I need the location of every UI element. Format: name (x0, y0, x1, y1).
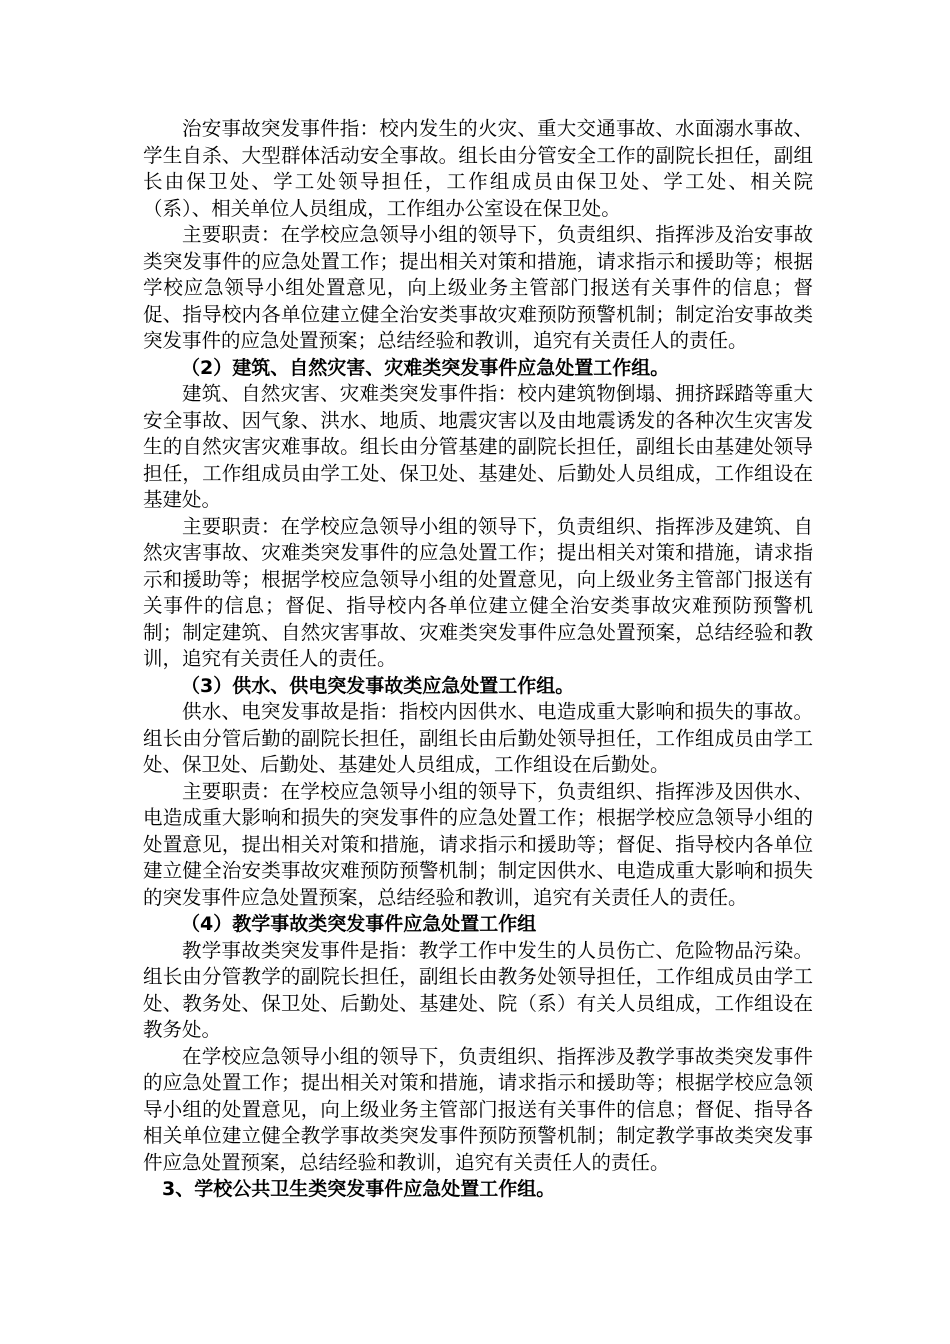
paragraph-teaching-incident-definition: 教学事故类突发事件是指：教学工作中发生的人员伤亡、危险物品污染。组长由分管教学的副院长担任，副组长由教务处领导担任，工作组成员由学工处、教务处、保卫处、后勤处、基建处、院（系）有关人员组成，工作组设在教务处。 (143, 938, 813, 1041)
paragraph-security-incident-definition: 治安事故突发事件指：校内发生的火灾、重大交通事故、水面溺水事故、学生自杀、大型群体活动安全事故。组长由分管安全工作的副院长担任，副组长由保卫处、学工处领导担任，工作组成员由保卫处、学工处、相关院（系）、相关单位人员组成，工作组办公室设在保卫处。 (143, 117, 813, 220)
heading-building-disaster-group: （2）建筑、自然灾害、灾难类突发事件应急处置工作组。 (181, 356, 670, 379)
paragraph-security-responsibilities: 主要职责：在学校应急领导小组的领导下，负责组织、指挥涉及治安事故类突发事件的应急处置工作；提出相关对策和措施，请求指示和援助等；根据学校应急领导小组处置意见，向上级业务主管部门报送有关事件的信息；督促、指导校内各单位建立健全治安类事故灾难预防预警机制；制定治安事故类突发事件的应急处置预案；总结经验和教训，追究有关责任人的责任。 (143, 223, 813, 352)
document-page (143, 116, 813, 1203)
paragraph-building-disaster-definition: 建筑、自然灾害、灾难类突发事件指：校内建筑物倒塌、拥挤踩踏等重大安全事故、因气象、洪水、地质、地震灾害以及由地震诱发的各种次生灾害发生的自然灾害灾难事故。组长由分管基建的副院长担任，副组长由基建处领导担任，工作组成员由学工处、保卫处、基建处、后勤处人员组成，工作组设在基建处。 (143, 382, 813, 511)
heading-teaching-incident-group: （4）教学事故类突发事件应急处置工作组 (181, 913, 537, 935)
paragraph-teaching-incident-responsibilities: 在学校应急领导小组的领导下，负责组织、指挥涉及教学事故类突发事件的应急处置工作；提出相关对策和措施，请求指示和援助等；根据学校应急领导小组的处置意见，向上级业务主管部门报送有关事件的信息；督促、指导各相关单位建立健全教学事故类突发事件预防预警机制；制定教学事故类突发事件应急处置预案，总结经验和教训，追究有关责任人的责任。 (143, 1044, 813, 1174)
paragraph-building-disaster-responsibilities: 主要职责：在学校应急领导小组的领导下，负责组织、指挥涉及建筑、自然灾害事故、灾难类突发事件的应急处置工作；提出相关对策和措施，请求指示和援助等；根据学校应急领导小组的处置意见，向上级业务主管部门报送有关事件的信息；督促、指导校内各单位建立健全治安类事故灾难预防预警机制；制定建筑、自然灾害事故、灾难类突发事件应急处置预案，总结经验和教训，追究有关责任人的责任。 (143, 514, 813, 670)
paragraph-water-power-responsibilities: 主要职责：在学校应急领导小组的领导下，负责组织、指挥涉及因供水、电造成重大影响和损失的突发事件的应急处置工作；根据学校应急领导小组的处置意见，提出相关对策和措施，请求指示和援助等；督促、指导校内各单位建立健全治安类事故灾难预防预警机制；制定因供水、电造成重大影响和损失的突发事件应急处置预案，总结经验和教训，追究有关责任人的责任。 (143, 779, 813, 909)
heading-water-power-group: （3）供水、供电突发事故类应急处置工作组。 (181, 674, 575, 697)
heading-public-health-group: 3、学校公共卫生类突发事件应急处置工作组。 (162, 1178, 556, 1200)
paragraph-water-power-definition: 供水、电突发事故是指：指校内因供水、电造成重大影响和损失的事故。组长由分管后勤的副院长担任，副组长由后勤处领导担任，工作组成员由学工处、保卫处、后勤处、基建处人员组成，工作组设在后勤处。 (143, 700, 813, 776)
